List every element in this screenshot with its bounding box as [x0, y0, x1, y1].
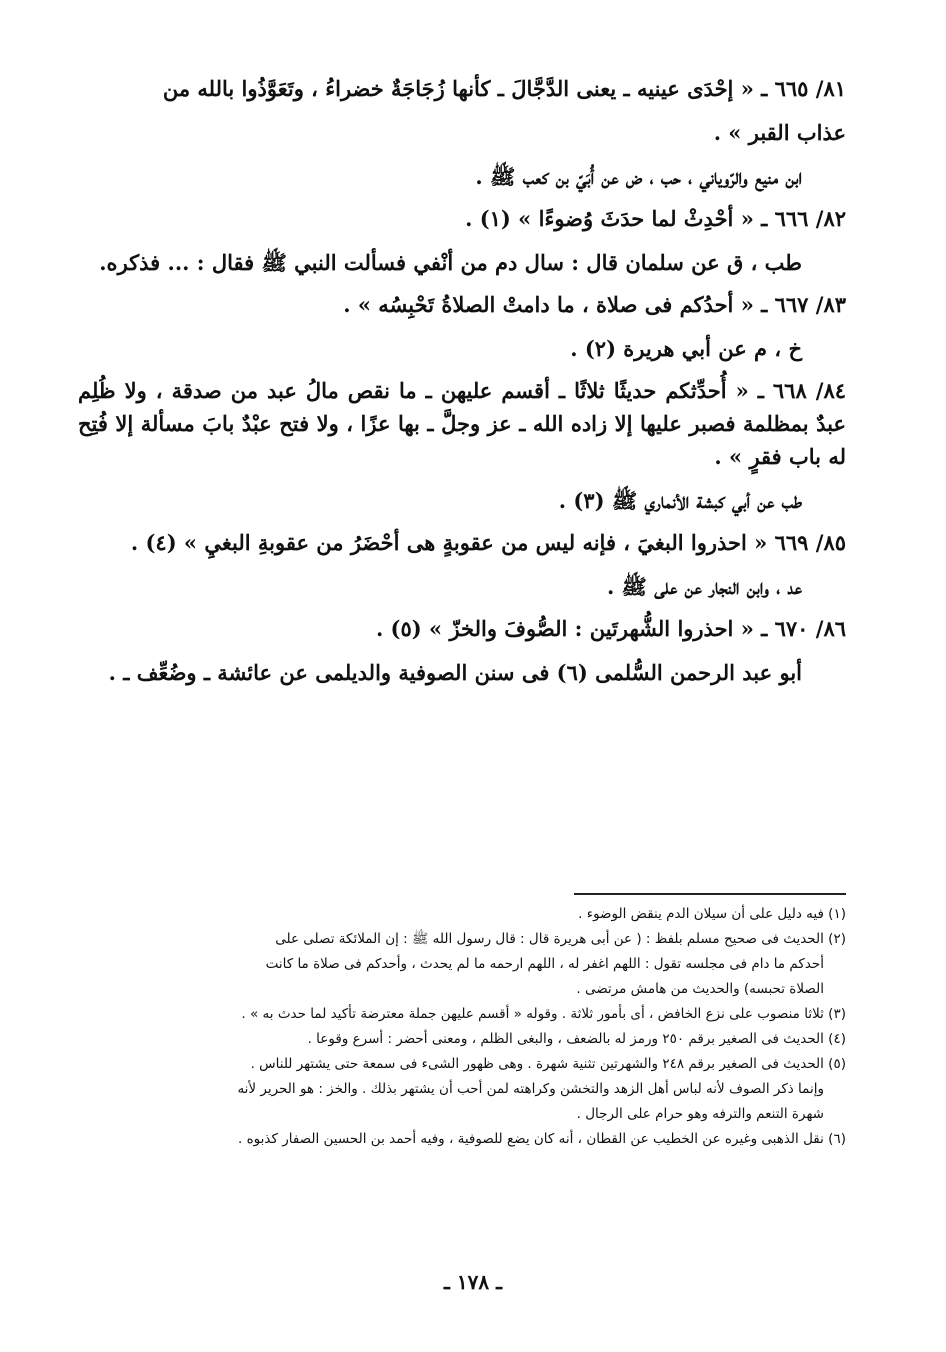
footnote-2-line-2: أحدكم ما دام فى مجلسه تقول : اللهم اغفر له ، اللهم ارحمه ما لم يحدث ، وأحدكم فى صلاة ما كانت: [265, 956, 824, 972]
footnote-1: (١) فيه دليل على أن سيلان الدم ينقض الوضوء .: [578, 906, 846, 922]
source-666: طب ، ق عن سلمان قال : سال دم من أنْفي فسألت النبي ﷺ فقال : ... فذكره.: [99, 250, 802, 275]
source-670: أبو عبد الرحمن السُّلمى (٦) فى سنن الصوفية والديلمى عن عائشة ـ وضُعِّف ـ .: [108, 660, 802, 685]
source-668: طب عن أبي كبشة الأنماري ﷺ (٣) .: [558, 488, 802, 513]
source-669: عد ، وابن النجار عن على ﷺ .: [606, 574, 802, 599]
footnote-5-line-3: شهرة التنعم والترفه وهو حرام على الرجال .: [576, 1106, 824, 1122]
footnote-2: (٢) الحديث فى صحيح مسلم بلفظ : ( عن أبى هريرة قال : قال رسول الله ﷺ : إن الملائكة تصلى على: [275, 931, 846, 947]
footnote-5-line-2: وإنما ذكر الصوف لأنه لباس أهل الزهد والتخشن وكراهته لمن أحب أن يشتهر بذلك . والخز : هو الحرير لأنه: [237, 1081, 824, 1097]
page-number: ـ ١٧٨ ـ: [444, 1270, 502, 1294]
hadith-669: ٨٥/ ٦٦٩ « احذروا البغيَ ، فإنه ليس من عقوبةٍ هى أحْضَرُ من عقوبةِ البغيِ » (٤) .: [130, 530, 846, 555]
source-665: ابن منيع والرّوياني ، حب ، ض عن أُبَيّ بن كعب ﷺ .: [475, 164, 802, 189]
footnote-5: (٥) الحديث فى الصغير برقم ٢٤٨ والشهرتين تثنية شهرة . وهى ظهور الشىء فى سمعة حتى يشتهر للناس .: [250, 1056, 846, 1072]
hadith-670: ٨٦/ ٦٧٠ ـ « احذروا الشُّهرتَين : الصُّوفَ والخزّ » (٥) .: [375, 616, 846, 641]
footnotes: [92, 902, 846, 1152]
footnote-3: (٣) ثلاثا منصوب على نزع الخافض ، أى بأمور ثلاثة . وقوله « أقسم عليهن جملة معترضة تأكيد لما حدث به » .: [241, 1006, 846, 1022]
main-text: [78, 72, 846, 698]
hadith-668: ٨٤/ ٦٦٨ ـ « أُحدِّثكم حديثًا ثلاثًا ـ أقسم عليهن ـ ما نقص مالُ عبد من صدقة ، ولا ظُلِم عبدٌ بمظلمة فصبر عليها إلا زاده الله ـ عز وجلَّ ـ بها عزًا ، ولا فتح عبْدٌ بابَ مسألة إلا فُتِح له باب فقرٍ » .: [78, 378, 846, 469]
hadith-665-continuation: عذاب القبر » .: [713, 120, 846, 145]
footnote-2-line-3: الصلاة تحبسه) والحديث من هامش مرتضى .: [576, 981, 824, 997]
footnote-6: (٦) نقل الذهبى وغيره عن الخطيب عن القطان ، أنه كان يضع للصوفية ، وفيه أحمد بن الحسين الصفار كذبوه .: [238, 1131, 846, 1147]
hadith-665: ٨١/ ٦٦٥ ـ « إحْدَى عينيه ـ يعنى الدَّجَّالَ ـ كأنها زُجَاجَةٌ خضراءُ ، وتَعَوَّذُوا بالله من: [162, 76, 846, 101]
footnote-4: (٤) الحديث فى الصغير برقم ٢٥٠ ورمز له بالضعف ، والبغى الظلم ، ومعنى أحضر : أسرع وقوعا .: [307, 1031, 846, 1047]
source-667: خ ، م عن أبي هريرة (٢) .: [570, 336, 802, 361]
hadith-667: ٨٣/ ٦٦٧ ـ « أحدُكم فى صلاة ، ما دامتْ الصلاةُ تَحْبِسُه » .: [343, 292, 846, 317]
hadith-666: ٨٢/ ٦٦٦ ـ « أحْدِثْ لما حدَثَ وُضوءًا » (١) .: [465, 206, 846, 231]
footnote-divider: [574, 893, 846, 895]
